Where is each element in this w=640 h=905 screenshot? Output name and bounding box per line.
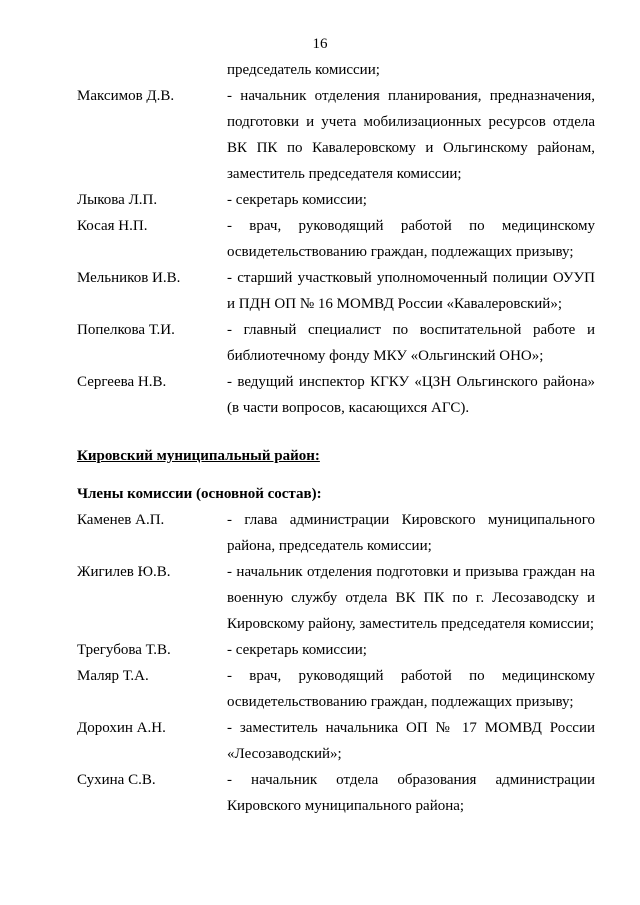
member-entry [77, 369, 595, 421]
member-entry [77, 507, 595, 559]
member-name: Трегубова Т.В. [77, 642, 171, 658]
member-name: Каменев А.П. [77, 512, 165, 528]
member-role: - старший участковый уполномоченный полиции ОУУП и ПДН ОП № 16 МОМВД России «Кавалеровский»; [227, 270, 595, 312]
member-role: - врач, руководящий работой по медицинскому освидетельствованию граждан, подлежащих призыву; [227, 668, 595, 710]
member-role: - врач, руководящий работой по медицинскому освидетельствованию граждан, подлежащих призыву; [227, 218, 595, 260]
member-name: Сергеева Н.В. [77, 374, 167, 390]
section-title: Кировский муниципальный район: [77, 448, 320, 464]
member-entry [77, 265, 595, 317]
member-entry [77, 663, 595, 715]
member-role: - ведущий инспектор КГКУ «ЦЗН Ольгинского района» (в части вопросов, касающихся АГС). [227, 374, 595, 416]
member-role: - начальник отдела образования администрации Кировского муниципального района; [227, 772, 595, 814]
member-role: - начальник отделения планирования, предназначения, подготовки и учета мобилизационных ресурсов отдела ВК ПК по Кавалеровскому и Ольгинскому районам, заместитель председателя комиссии; [227, 88, 595, 182]
commission-list-kavalerovsky [77, 83, 595, 421]
page-number: 16 [312, 36, 328, 52]
member-name: Максимов Д.В. [77, 88, 175, 104]
member-entry [77, 187, 595, 213]
document-body [77, 57, 595, 819]
member-name: Мельников И.В. [77, 270, 181, 286]
member-entry [77, 317, 595, 369]
member-name: Попелкова Т.И. [77, 322, 175, 338]
member-role: - начальник отделения подготовки и призыва граждан на военную службу отдела ВК ПК по г. Лесозаводску и Кировскому району, заместитель председателя комиссии; [227, 564, 595, 632]
member-role: - главный специалист по воспитательной работе и библиотечному фонду МКУ «Ольгинский ОНО»; [227, 322, 595, 364]
member-entry [77, 559, 595, 637]
member-name: Лыкова Л.П. [77, 192, 158, 208]
member-name: Маляр Т.А. [77, 668, 149, 684]
member-name: Жигилев Ю.В. [77, 564, 171, 580]
member-name: Косая Н.П. [77, 218, 148, 234]
member-role: - секретарь комиссии; [227, 642, 367, 658]
member-entry [77, 767, 595, 819]
continuation-line: председатель комиссии; [227, 62, 380, 78]
member-role: - заместитель начальника ОП № 17 МОМВД России «Лесозаводский»; [227, 720, 595, 762]
member-entry [77, 213, 595, 265]
member-name: Дорохин А.Н. [77, 720, 166, 736]
member-entry [77, 715, 595, 767]
member-name: Сухина С.В. [77, 772, 156, 788]
member-entry [77, 637, 595, 663]
subsection-title: Члены комиссии (основной состав): [77, 486, 322, 502]
member-role: - глава администрации Кировского муниципального района, председатель комиссии; [227, 512, 595, 554]
member-entry [77, 83, 595, 187]
member-role: - секретарь комиссии; [227, 192, 367, 208]
commission-list-kirovsky [77, 507, 595, 819]
